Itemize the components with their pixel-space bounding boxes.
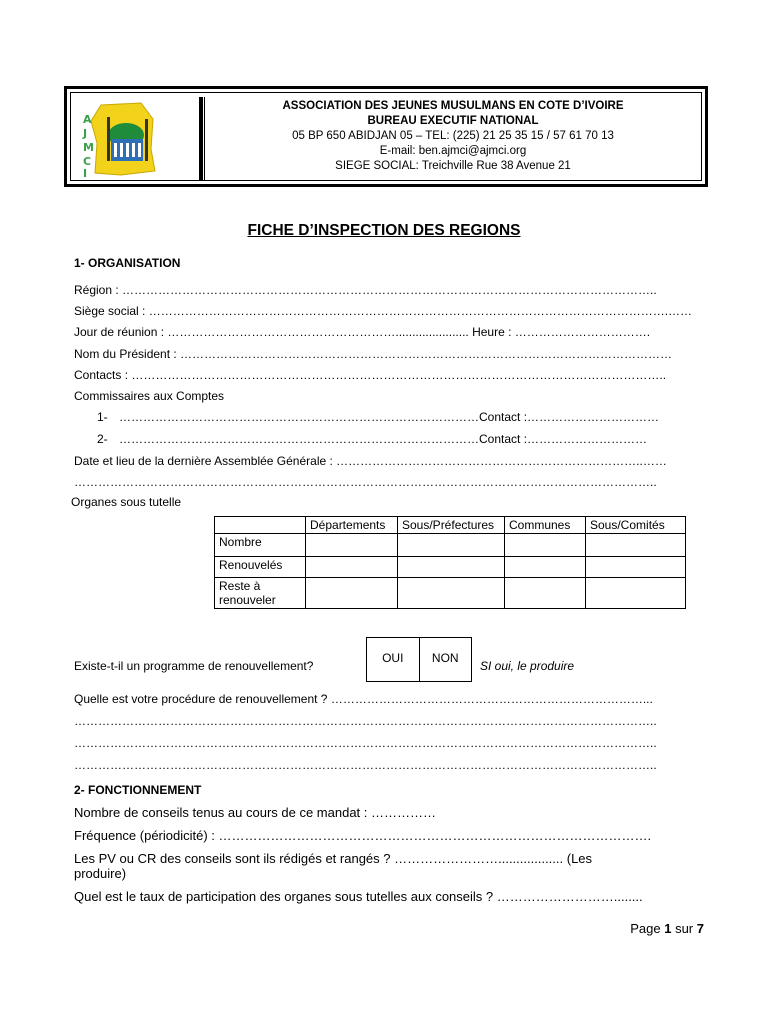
table-cell[interactable] — [306, 578, 398, 609]
table-row-label: Renouvelés — [215, 557, 306, 578]
siege-field[interactable]: Siège social : ………………………………………………………………………………………………………………….…… — [74, 304, 693, 318]
table-cell[interactable] — [505, 578, 586, 609]
letterhead — [64, 86, 708, 187]
procedure-line-2[interactable]: ……………………………………………………………………………………………………………………………….. — [74, 714, 657, 728]
table-cell[interactable] — [398, 534, 505, 557]
table-cell[interactable] — [398, 557, 505, 578]
procedure-field[interactable]: Quelle est votre procédure de renouvellement ? ……………………………………………………………………... — [74, 692, 653, 706]
organes-table — [214, 516, 686, 609]
oui-non-box — [366, 637, 472, 682]
table-row — [215, 578, 686, 609]
page-label: Page — [630, 921, 661, 936]
ajmci-logo — [81, 99, 159, 179]
svg-text:A: A — [83, 113, 92, 126]
table-cell[interactable] — [306, 557, 398, 578]
president-field[interactable]: Nom du Président : …………………………………………………………………………………………………………… — [74, 347, 673, 361]
page-total: 7 — [696, 921, 704, 936]
oui-checkbox[interactable]: OUI — [382, 651, 404, 665]
pv-field[interactable]: Les PV ou CR des conseils sont ils rédigés et rangés ? …………………….................. (Les — [74, 851, 593, 866]
section-organisation-heading: 1- ORGANISATION — [74, 256, 181, 270]
table-cell[interactable] — [398, 578, 505, 609]
derniere-ag-continuation[interactable]: ……………………………………………………………………………………………………………………………….. — [74, 475, 657, 489]
table-cell[interactable] — [505, 557, 586, 578]
svg-text:I: I — [83, 167, 88, 179]
region-field[interactable]: Région : …………………………………………………………………………………………………………………….. — [74, 283, 657, 297]
org-email: E-mail: ben.ajmci@ajmci.org — [379, 145, 527, 157]
letterhead-text — [207, 99, 699, 174]
commissaire-2-field[interactable]: ………………………………………………………………………………Contact :………………………… — [119, 432, 648, 446]
jour-reunion-field[interactable]: Jour de réunion : …………………………………………………...................... Heure : ……………………………. — [74, 325, 651, 339]
header-divider — [199, 97, 203, 181]
commissaires-label: Commissaires aux Comptes — [74, 389, 225, 403]
programme-question: Existe-t-il un programme de renouvellement? — [74, 659, 314, 673]
frequence-field[interactable]: Fréquence (périodicité) : ………………………………………………………………………………………. — [74, 828, 652, 843]
taux-participation-field[interactable]: Quel est le taux de participation des organes sous tutelles aux conseils ? ………………………........ — [74, 889, 643, 904]
derniere-ag-field[interactable]: Date et lieu de la dernière Assemblée Générale : …………………………………………………………………..…… — [74, 454, 667, 468]
table-row-label: Nombre — [215, 534, 306, 557]
header-divider-thin — [204, 97, 205, 181]
org-siege: SIEGE SOCIAL: Treichville Rue 38 Avenue 21 — [335, 160, 571, 172]
table-cell[interactable] — [586, 578, 686, 609]
page-footer — [630, 921, 704, 936]
pv-field-continuation: produire) — [74, 866, 127, 881]
table-cell[interactable] — [505, 534, 586, 557]
svg-text:C: C — [83, 155, 92, 168]
contacts-field[interactable]: Contacts : …………………………………………………………………………………………………………………….. — [74, 368, 667, 382]
table-header-cell: Départements — [306, 517, 398, 534]
svg-text:J: J — [83, 127, 88, 140]
section-fonctionnement-heading: 2- FONCTIONNEMENT — [74, 783, 202, 797]
table-row — [215, 534, 686, 557]
table-header-cell: Communes — [505, 517, 586, 534]
commissaire-1-field[interactable]: ………………………………………………………………………………Contact :…………………………… — [119, 410, 660, 424]
procedure-line-3[interactable]: ……………………………………………………………………………………………………………………………….. — [74, 736, 657, 750]
page-sur: sur — [675, 921, 694, 936]
table-cell[interactable] — [586, 557, 686, 578]
org-name: ASSOCIATION DES JEUNES MUSULMANS EN COTE D’IVOIRE — [282, 100, 624, 112]
svg-text:M: M — [83, 141, 94, 154]
document-title: FICHE D’INSPECTION DES REGIONS — [247, 222, 521, 239]
table-row — [215, 557, 686, 578]
bureau-name: BUREAU EXECUTIF NATIONAL — [367, 115, 539, 127]
table-row-label: Reste à renouveler — [215, 578, 306, 609]
si-oui-note: SI oui, le produire — [480, 659, 575, 673]
table-cell[interactable] — [306, 534, 398, 557]
conseils-field[interactable]: Nombre de conseils tenus au cours de ce mandat : …………… — [74, 805, 436, 820]
non-checkbox[interactable]: NON — [419, 638, 472, 681]
table-header-cell: Sous/Comités — [586, 517, 686, 534]
commissaire-1-number: 1- — [97, 410, 108, 424]
table-header-cell: Sous/Préfectures — [398, 517, 505, 534]
org-address: 05 BP 650 ABIDJAN 05 – TEL: (225) 21 25 35 15 / 57 61 70 13 — [292, 130, 614, 142]
table-header-cell — [215, 517, 306, 534]
commissaire-2-number: 2- — [97, 432, 108, 446]
organes-label: Organes sous tutelle — [71, 495, 182, 509]
procedure-line-4[interactable]: ……………………………………………………………………………………………………………………………….. — [74, 758, 657, 772]
table-header-row — [215, 517, 686, 534]
table-cell[interactable] — [586, 534, 686, 557]
page-number: 1 — [664, 921, 672, 936]
